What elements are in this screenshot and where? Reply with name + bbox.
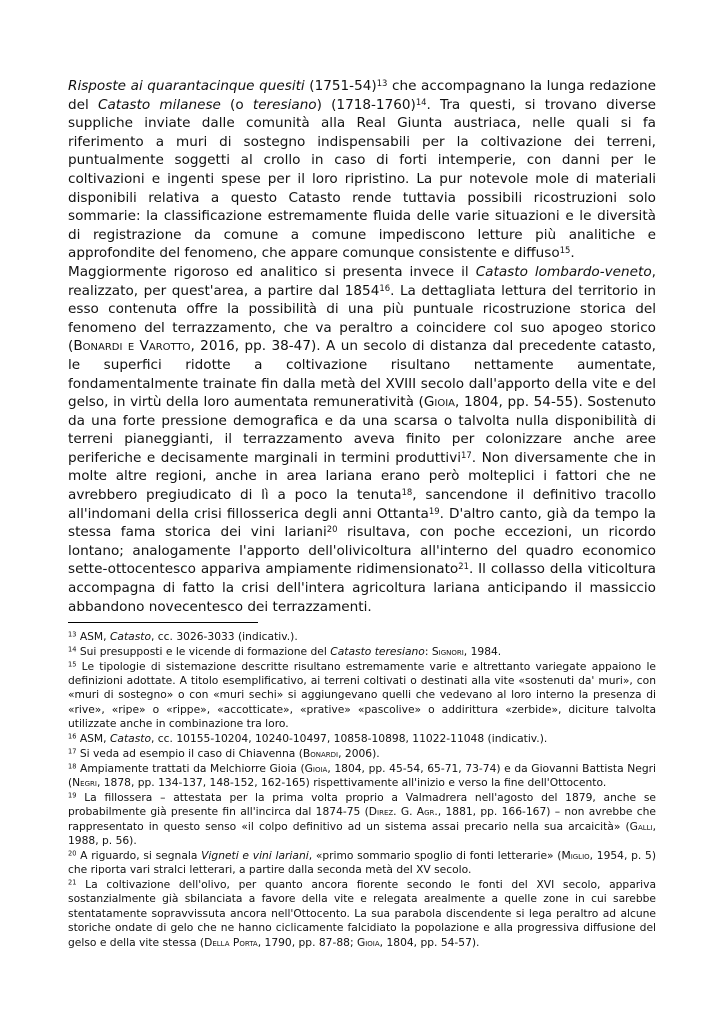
citation-author: Gioia [423,394,456,411]
footnote-14: $^{14}$ Sui presupposti e le vicende di formazione del Catasto teresiano: Signori, 1984. [68,644,502,658]
footnote-separator [68,622,258,623]
footnote-ref-20[interactable]: 20 [326,524,338,535]
footnote-ref-16[interactable]: 16 [379,282,391,293]
footnote-ref-18[interactable]: 18 [401,486,413,497]
footnote-ref-15[interactable]: 15 [559,245,571,256]
footnote-ref-21[interactable]: 21 [458,561,469,572]
footnote-ref-13[interactable]: 13 [376,77,388,88]
paragraph-1: Risposte ai quarantacinque quesiti (1751-54)$^{13}$ che accompagnano la lunga redazione del Catasto milanese (o teresiano) (1718-1760)$^{14}$. Tra questi, si trovano diverse suppliche inviate dalle comunità alla Real Giunta austriaca, nelle quali si fa riferimento a muri di sostegno indispensabili per la coltivazione dei terreni, puntualmente soggetti al crollo in caso di forti intemperie, con danni per le coltivazioni e ingenti spese per il loro ripristino. La pur notevole mole di materiali disponibili relativa a questo Catasto rende tuttavia possibili ricostruzioni solo sommarie: la classificazione estremamente fluida delle varie situazioni e le diversità di registrazione da comune a comune impediscono letture più analitiche e approfondite del fenomeno, che appare comunque consistente e diffuso$^{15}$. [68,77,657,262]
footnotes [68,630,656,950]
footnote-ref-17[interactable]: 17 [461,449,472,460]
main-text [68,77,656,616]
paragraph-2: Maggiormente rigoroso ed analitico si presenta invece il Catasto lombardo-veneto, realizzato, per quest'area, a partire dal 1854$^{16}$. La dettagliata lettura del territorio in esso contenuta offre la possibilità di una più puntuale ricostruzione storica del fenomeno del terrazzamento, che va peraltro a coincidere col suo apogeo storico (Bonardi e Varotto, 2016, pp. 38-47). A un secolo di distanza dal precedente catasto, le superfici ridotte a coltivazione risultano nettamente aumentate, fondamentalmente trainate fin dalla metà del XVIII secolo dall'apporto della vite e del gelso, in virtù della loro aumentata remuneratività (Gioia, 1804, pp. 54-55). Sostenuto da una forte pressione demografica e da una scarsa o talvolta nulla disponibilità di terreni pianeggianti, il terrazzamento aveva finito per colonizzare anche aree periferiche e decisamente marginali in termini produttivi$^{17}$. Non diversamente che in molte altre regioni, anche in area lariana erano però molteplici i fattori che ne avrebbero pregiudicato di lì a poco la tenuta$^{18}$, sancendone il definitivo tracollo all'indomani della crisi fillosserica degli anni Ottanta$^{19}$. D'altro canto, già da tempo la stessa fama storica dei vini lariani$^{20}$ risultava, con poche eccezioni, un ricordo lontano; analogamente l'apporto dell'olivicoltura all'interno del quadro economico sette-ottocentesco appariva ampiamente ridimensionato$^{21}$. Il collasso della viticoltura accompagna di fatto la crisi dell'intera agricoltura lariana anticipando il massiccio abbandono novecentesco dei terrazzamenti. [68,263,657,615]
footnote-21: $^{21}$ La coltivazione dell'olivo, per quanto ancora fiorente secondo le fonti del XVI secolo, appariva sostanzialmente già sbilanciata a favore della vite e relegata arealmente a quelle zone in cui sarebbe stentatamente sopravvissuta ancora nell'Ottocento. La sua parabola discendente si lega peraltro ad alcune storiche ondate di gelo che ne hanno ciclicamente falcidiato la popolazione e alla progressiva diffusione del gelso e della vite stessa (Della Porta, 1790, pp. 87-88; Gioia, 1804, pp. 54-57). [68,878,656,949]
footnote-20: $^{20}$ A riguardo, si segnala Vigneti e vini lariani, «primo sommario spoglio di fonti letterarie» (Miglio, 1954, p. 5) che riporta vari stralci letterari, a partire dalla seconda metà del XV secolo. [68,848,656,877]
footnote-18: $^{18}$ Ampiamente trattati da Melchiorre Gioia (Gioia, 1804, pp. 45-54, 65-71, 73-74) e da Giovanni Battista Negri (Negri, 1878, pp. 134-137, 148-152, 162-165) rispettivamente all'inizio e verso la fine dell'Ottocento. [68,761,656,790]
footnote-13: $^{13}$ ASM, Catasto, cc. 3026-3033 (indicativ.). [68,630,298,643]
footnote-ref-14[interactable]: 14 [415,96,427,107]
citation-author: Bonardi e Varotto [73,338,191,355]
footnote-16: $^{16}$ ASM, Catasto, cc. 10155-10204, 10240-10497, 10858-10898, 11022-11048 (indicativ.). [68,732,548,746]
footnote-15: $^{15}$ Le tipologie di sistemazione descritte risultano estremamente varie e altrettanto variegate appaiono le definizioni adottate. A titolo esemplificativo, ai terreni coltivati o destinati alla vite «sostenuti da' muri», con «muri di sostegno» o con «muri sechi» si aggiungevano quelli che vedevano al loro interno la presenza di «rive», «ripe» o «rippe», «accotticate», «prative» «pascolive» o addirittura «zerbide», diciture talvolta utilizzate anche in combinazione tra loro. [68,659,656,731]
footnote-17: $^{17}$ Si veda ad esempio il caso di Chiavenna (Bonardi, 2006). [68,746,380,760]
footnote-ref-19[interactable]: 19 [428,505,440,516]
footnote-19: $^{19}$ La fillossera – attestata per la prima volta proprio a Valmadrera nell'agosto del 1879, anche se probabilmente già presente fin all'incirca dal 1874-75 (Direz. G. Agr., 1881, pp. 166-167) – non avrebbe che rappresentato in questo senso «il colpo definitivo ad un sistema assai precario nella sua arcaicità» (Galli, 1988, p. 56). [68,790,656,848]
